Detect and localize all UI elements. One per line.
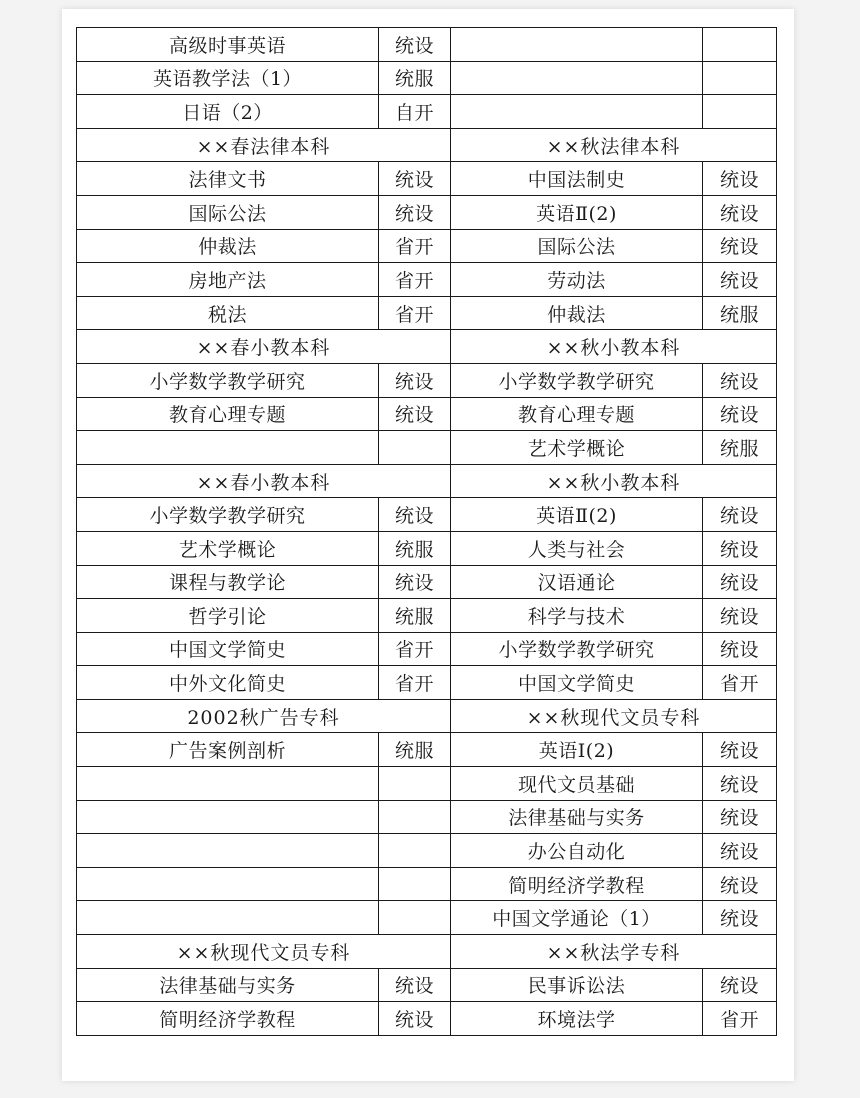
course-name-left (77, 901, 379, 935)
course-name-left: 简明经济学教程 (77, 1002, 379, 1036)
course-name-right: 现代文员基础 (451, 767, 703, 801)
section-header-row (77, 330, 777, 364)
course-name-right: 劳动法 (451, 263, 703, 297)
course-name-right: 小学数学教学研究 (451, 632, 703, 666)
course-name-left: 高级时事英语 (77, 28, 379, 62)
course-name-left: 教育心理专题 (77, 397, 379, 431)
course-name-right: 民事诉讼法 (451, 968, 703, 1002)
course-type-right: 统设 (703, 834, 777, 868)
course-name-left (77, 431, 379, 465)
course-name-right: 教育心理专题 (451, 397, 703, 431)
course-name-left: 小学数学教学研究 (77, 363, 379, 397)
course-type-left: 统服 (379, 531, 451, 565)
course-type-left: 统设 (379, 1002, 451, 1036)
course-type-right: 统设 (703, 565, 777, 599)
course-type-left: 统服 (379, 61, 451, 95)
course-type-left: 省开 (379, 296, 451, 330)
table-row (77, 599, 777, 633)
course-type-left: 统设 (379, 162, 451, 196)
course-type-right: 统设 (703, 867, 777, 901)
course-name-left: 艺术学概论 (77, 531, 379, 565)
course-name-right: 人类与社会 (451, 531, 703, 565)
course-type-right (703, 95, 777, 129)
course-name-right (451, 95, 703, 129)
course-name-right: 中国文学通论（1） (451, 901, 703, 935)
table-row (77, 28, 777, 62)
course-name-right: 中国文学简史 (451, 666, 703, 700)
course-type-left: 省开 (379, 263, 451, 297)
course-name-right: 科学与技术 (451, 599, 703, 633)
course-name-right: 小学数学教学研究 (451, 363, 703, 397)
course-name-left: 中外文化简史 (77, 666, 379, 700)
table-row (77, 632, 777, 666)
section-header-left: ××春小教本科 (77, 330, 451, 364)
course-name-left: 国际公法 (77, 195, 379, 229)
section-header-right: ××秋法学专科 (451, 935, 777, 969)
course-type-right: 省开 (703, 666, 777, 700)
course-type-right: 统设 (703, 263, 777, 297)
table-row (77, 800, 777, 834)
course-name-left: 课程与教学论 (77, 565, 379, 599)
course-type-right: 统设 (703, 195, 777, 229)
course-type-left: 省开 (379, 666, 451, 700)
course-name-left (77, 834, 379, 868)
section-header-row (77, 935, 777, 969)
course-type-right (703, 28, 777, 62)
course-type-right: 统服 (703, 431, 777, 465)
table-row (77, 565, 777, 599)
course-name-left (77, 867, 379, 901)
section-header-left: ××秋现代文员专科 (77, 935, 451, 969)
course-type-left (379, 800, 451, 834)
course-type-left: 统服 (379, 733, 451, 767)
table-row (77, 968, 777, 1002)
course-type-right: 统设 (703, 733, 777, 767)
course-table (76, 27, 777, 1036)
course-name-right: 英语Ⅱ(2) (451, 195, 703, 229)
table-row (77, 867, 777, 901)
table-row (77, 431, 777, 465)
course-name-right: 英语Ⅱ(2) (451, 498, 703, 532)
course-type-right: 统设 (703, 599, 777, 633)
table-row (77, 229, 777, 263)
course-type-left: 省开 (379, 632, 451, 666)
course-name-left: 法律文书 (77, 162, 379, 196)
table-row (77, 296, 777, 330)
course-type-right: 统设 (703, 498, 777, 532)
course-name-left: 仲裁法 (77, 229, 379, 263)
course-type-right: 统设 (703, 968, 777, 1002)
course-name-right: 简明经济学教程 (451, 867, 703, 901)
section-header-left: ××春小教本科 (77, 464, 451, 498)
section-header-row (77, 464, 777, 498)
course-type-right: 统设 (703, 397, 777, 431)
course-name-left: 房地产法 (77, 263, 379, 297)
course-type-left (379, 767, 451, 801)
course-type-left: 省开 (379, 229, 451, 263)
course-type-right: 统设 (703, 767, 777, 801)
course-type-right: 省开 (703, 1002, 777, 1036)
course-type-right: 统设 (703, 632, 777, 666)
course-name-left: 中国文学简史 (77, 632, 379, 666)
course-name-left (77, 800, 379, 834)
table-row (77, 498, 777, 532)
table-row (77, 95, 777, 129)
course-name-right (451, 61, 703, 95)
course-type-right: 统服 (703, 296, 777, 330)
section-header-row (77, 128, 777, 162)
course-type-right: 统设 (703, 901, 777, 935)
course-name-left: 广告案例剖析 (77, 733, 379, 767)
course-type-left (379, 901, 451, 935)
course-name-left: 小学数学教学研究 (77, 498, 379, 532)
table-row (77, 61, 777, 95)
table-row (77, 1002, 777, 1036)
table-row (77, 195, 777, 229)
course-type-right: 统设 (703, 229, 777, 263)
course-name-left (77, 767, 379, 801)
course-name-right: 英语Ⅰ(2) (451, 733, 703, 767)
course-type-right: 统设 (703, 800, 777, 834)
course-type-right (703, 61, 777, 95)
course-name-left: 税法 (77, 296, 379, 330)
section-header-right: ××秋法律本科 (451, 128, 777, 162)
course-type-left: 统设 (379, 498, 451, 532)
course-type-left (379, 867, 451, 901)
course-table-body (77, 28, 777, 1036)
table-row (77, 901, 777, 935)
document-page (62, 9, 794, 1081)
table-row (77, 666, 777, 700)
course-type-left: 统设 (379, 363, 451, 397)
course-name-left: 英语教学法（1） (77, 61, 379, 95)
section-header-left: ××春法律本科 (77, 128, 451, 162)
course-type-right: 统设 (703, 531, 777, 565)
course-name-left: 法律基础与实务 (77, 968, 379, 1002)
course-type-left: 统设 (379, 195, 451, 229)
course-name-right: 办公自动化 (451, 834, 703, 868)
course-type-left (379, 834, 451, 868)
course-name-right: 法律基础与实务 (451, 800, 703, 834)
table-row (77, 834, 777, 868)
course-type-left: 统设 (379, 28, 451, 62)
course-name-right: 汉语通论 (451, 565, 703, 599)
table-row (77, 531, 777, 565)
course-type-right: 统设 (703, 162, 777, 196)
table-row (77, 363, 777, 397)
course-type-left: 统设 (379, 397, 451, 431)
course-name-right (451, 28, 703, 62)
section-header-right: ××秋小教本科 (451, 464, 777, 498)
course-name-right: 艺术学概论 (451, 431, 703, 465)
course-name-right: 仲裁法 (451, 296, 703, 330)
course-type-left: 自开 (379, 95, 451, 129)
section-header-row (77, 699, 777, 733)
course-name-left: 哲学引论 (77, 599, 379, 633)
table-row (77, 162, 777, 196)
section-header-left: 2002秋广告专科 (77, 699, 451, 733)
table-row (77, 397, 777, 431)
table-row (77, 263, 777, 297)
section-header-right: ××秋现代文员专科 (451, 699, 777, 733)
course-type-left: 统设 (379, 565, 451, 599)
section-header-right: ××秋小教本科 (451, 330, 777, 364)
course-type-left: 统服 (379, 599, 451, 633)
course-name-right: 国际公法 (451, 229, 703, 263)
table-row (77, 767, 777, 801)
course-name-right: 环境法学 (451, 1002, 703, 1036)
course-name-left: 日语（2） (77, 95, 379, 129)
course-type-right: 统设 (703, 363, 777, 397)
course-name-right: 中国法制史 (451, 162, 703, 196)
course-type-left: 统设 (379, 968, 451, 1002)
table-row (77, 733, 777, 767)
course-type-left (379, 431, 451, 465)
